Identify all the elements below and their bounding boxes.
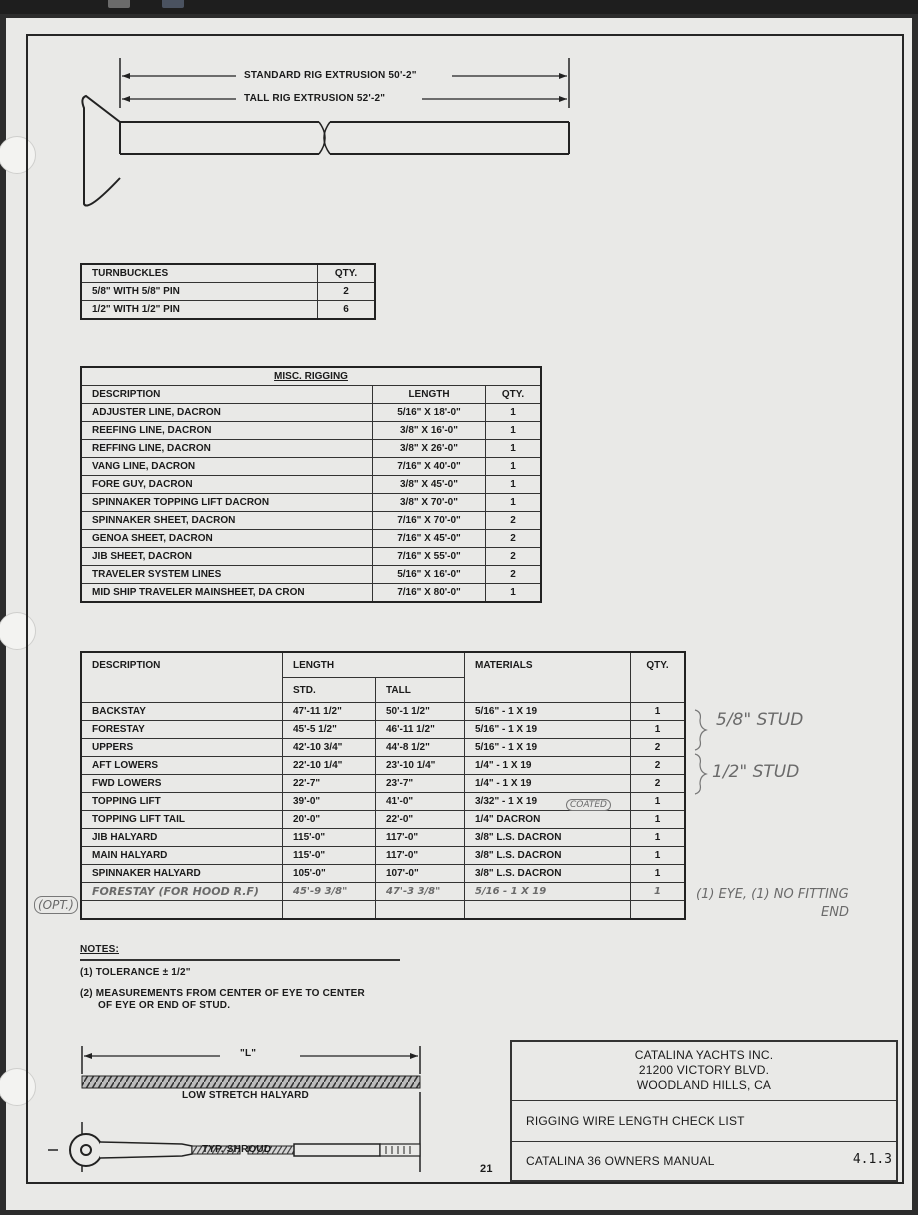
wire-std: 42'-10 3/4": [283, 739, 376, 757]
wire-mat: 1/4" DACRON: [465, 811, 631, 829]
title-block: [510, 1040, 898, 1182]
misc-qty: 2: [486, 512, 542, 530]
materials-header: MATERIALS: [465, 652, 631, 703]
section-number: 4.1.3: [852, 1152, 892, 1167]
wire-qty: 1: [631, 703, 686, 721]
std-header: STD.: [283, 678, 376, 703]
wire-qty: 2: [631, 757, 686, 775]
wire-desc: TOPPING LIFT: [81, 793, 283, 811]
toolbar-button[interactable]: [108, 0, 130, 8]
misc-qty: 2: [486, 548, 542, 566]
misc-length: 7/16" X 40'-0": [373, 458, 486, 476]
table-header-row: [81, 652, 685, 678]
misc-desc: TRAVELER SYSTEM LINES: [81, 566, 373, 584]
qty-header: QTY.: [318, 264, 376, 283]
note-1: (1) TOLERANCE ± 1/2": [80, 967, 191, 978]
table-row: [81, 422, 541, 440]
document-title: RIGGING WIRE LENGTH CHECK LIST: [526, 1114, 745, 1128]
misc-qty: 1: [486, 458, 542, 476]
turnbuckle-qty: 6: [318, 301, 376, 320]
wire-std: 39'-0": [283, 793, 376, 811]
misc-length: 7/16" X 70'-0": [373, 512, 486, 530]
wire-tall: 46'-11 1/2": [376, 721, 465, 739]
wire-qty: 2: [631, 739, 686, 757]
blank-row: [81, 901, 685, 920]
qty-header: QTY.: [486, 386, 542, 404]
wire-std: 20'-0": [283, 811, 376, 829]
turnbuckle-qty: 2: [318, 283, 376, 301]
misc-desc: REEFING LINE, DACRON: [81, 422, 373, 440]
wire-qty: 2: [631, 775, 686, 793]
misc-desc: REFFING LINE, DACRON: [81, 440, 373, 458]
toolbar-button[interactable]: [162, 0, 184, 8]
wire-mat: 3/8" L.S. DACRON: [465, 865, 631, 883]
optional-note: (OPT.): [34, 896, 78, 914]
wire-tall: 41'-0": [376, 793, 465, 811]
misc-desc: GENOA SHEET, DACRON: [81, 530, 373, 548]
notes-title: NOTES:: [80, 944, 119, 955]
wire-std: 105'-0": [283, 865, 376, 883]
wire-tall: 44'-8 1/2": [376, 739, 465, 757]
table-row: [81, 829, 685, 847]
page-number: 21: [480, 1163, 493, 1175]
handwritten-tall: 47'-3 3/8": [376, 883, 465, 901]
company-name: CATALINA YACHTS INC.: [634, 1048, 774, 1062]
wire-mat: 3/8" L.S. DACRON: [465, 847, 631, 865]
handwritten-material: 5/16 - 1 X 19: [465, 883, 631, 901]
misc-desc: JIB SHEET, DACRON: [81, 548, 373, 566]
wire-std: 22'-10 1/4": [283, 757, 376, 775]
title-block-doc: [512, 1101, 896, 1142]
wire-desc: FWD LOWERS: [81, 775, 283, 793]
misc-desc: MID SHIP TRAVELER MAINSHEET, DA CRON: [81, 584, 373, 603]
notes-rule: [80, 959, 400, 961]
misc-length: 7/16" X 80'-0": [373, 584, 486, 603]
wire-desc: MAIN HALYARD: [81, 847, 283, 865]
wire-std: 45'-5 1/2": [283, 721, 376, 739]
company-street: 21200 VICTORY BLVD.: [638, 1063, 770, 1077]
table-row: [81, 721, 685, 739]
wire-tall: 23'-10 1/4": [376, 757, 465, 775]
coated-note: COATED: [566, 799, 611, 811]
wire-tall: 107'-0": [376, 865, 465, 883]
table-row: [81, 283, 375, 301]
length-header: LENGTH: [373, 386, 486, 404]
title-block-company: [512, 1042, 896, 1101]
wire-desc: UPPERS: [81, 739, 283, 757]
handwritten-desc: FORESTAY (FOR HOOD R.F): [81, 883, 283, 901]
stud-58-note: 5/8" STUD: [716, 710, 804, 730]
wire-qty: 1: [631, 721, 686, 739]
misc-qty: 1: [486, 584, 542, 603]
misc-desc: VANG LINE, DACRON: [81, 458, 373, 476]
wire-tall: 23'-7": [376, 775, 465, 793]
standard-rig-label: STANDARD RIG EXTRUSION 50'-2": [244, 70, 417, 81]
misc-length: 5/16" X 18'-0": [373, 404, 486, 422]
table-row: [81, 847, 685, 865]
wire-desc: FORESTAY: [81, 721, 283, 739]
wire-tall: 50'-1 1/2": [376, 703, 465, 721]
wire-tall: 117'-0": [376, 829, 465, 847]
misc-length: 3/8" X 70'-0": [373, 494, 486, 512]
qty-header: QTY.: [631, 652, 686, 703]
title-block-manual: [512, 1142, 896, 1178]
typ-shroud-label: TYP. SHROUD: [202, 1144, 272, 1155]
table-row: [81, 440, 541, 458]
turnbuckle-desc: 1/2" WITH 1/2" PIN: [81, 301, 318, 320]
wire-std: 115'-0": [283, 847, 376, 865]
tall-rig-label: TALL RIG EXTRUSION 52'-2": [244, 93, 386, 104]
misc-rigging-table: [80, 366, 542, 603]
mast-extrusion-drawing: [76, 58, 596, 228]
wire-qty: 1: [631, 793, 686, 811]
misc-length: 3/8" X 26'-0": [373, 440, 486, 458]
table-row: [81, 458, 541, 476]
table-row: [81, 566, 541, 584]
wire-desc: SPINNAKER HALYARD: [81, 865, 283, 883]
misc-qty: 1: [486, 494, 542, 512]
misc-length: 3/8" X 16'-0": [373, 422, 486, 440]
rigging-wire-table: [80, 651, 686, 920]
table-row: [81, 865, 685, 883]
handwritten-row: [81, 883, 685, 901]
table-header-row: [81, 264, 375, 283]
document-page: [6, 18, 912, 1210]
turnbuckles-header: TURNBUCKLES: [81, 264, 318, 283]
wire-mat: 3/32" - 1 X 19: [465, 793, 631, 811]
wire-qty: 1: [631, 811, 686, 829]
viewer-toolbar: [0, 0, 918, 14]
misc-length: 5/16" X 16'-0": [373, 566, 486, 584]
table-header-row: [81, 386, 541, 404]
misc-desc: ADJUSTER LINE, DACRON: [81, 404, 373, 422]
low-stretch-halyard-label: LOW STRETCH HALYARD: [182, 1090, 309, 1101]
misc-desc: SPINNAKER SHEET, DACRON: [81, 512, 373, 530]
manual-title: CATALINA 36 OWNERS MANUAL: [526, 1154, 715, 1168]
misc-qty: 1: [486, 476, 542, 494]
company-city: WOODLAND HILLS, CA: [636, 1078, 772, 1092]
table-row: [81, 811, 685, 829]
misc-qty: 2: [486, 566, 542, 584]
wire-tall: 22'-0": [376, 811, 465, 829]
handwritten-qty: 1: [631, 883, 686, 901]
wire-std: 22'-7": [283, 775, 376, 793]
misc-qty: 1: [486, 404, 542, 422]
table-row: [81, 301, 375, 320]
table-row: [81, 530, 541, 548]
misc-desc: FORE GUY, DACRON: [81, 476, 373, 494]
wire-desc: TOPPING LIFT TAIL: [81, 811, 283, 829]
table-row: [81, 703, 685, 721]
wire-mat: 5/16" - 1 X 19: [465, 721, 631, 739]
wire-qty: 1: [631, 829, 686, 847]
table-row: [81, 775, 685, 793]
wire-std: 115'-0": [283, 829, 376, 847]
wire-tall: 117'-0": [376, 847, 465, 865]
handwritten-std: 45'-9 3/8": [283, 883, 376, 901]
bracket-marks: [692, 708, 712, 798]
wire-desc: AFT LOWERS: [81, 757, 283, 775]
table-row: [81, 476, 541, 494]
note-2-cont: OF EYE OR END OF STUD.: [98, 1000, 231, 1011]
wire-std: 47'-11 1/2": [283, 703, 376, 721]
wire-mat: 3/8" L.S. DACRON: [465, 829, 631, 847]
wire-desc: JIB HALYARD: [81, 829, 283, 847]
wire-mat: 5/16" - 1 X 19: [465, 739, 631, 757]
misc-qty: 1: [486, 422, 542, 440]
table-row: [81, 584, 541, 603]
wire-desc: BACKSTAY: [81, 703, 283, 721]
stud-12-note: 1/2" STUD: [712, 762, 800, 782]
table-row: [81, 512, 541, 530]
turnbuckles-table: [80, 263, 376, 320]
table-row: [81, 404, 541, 422]
misc-length: 7/16" X 45'-0": [373, 530, 486, 548]
wire-mat: 1/4" - 1 X 19: [465, 757, 631, 775]
fitting-note-end: END: [821, 905, 849, 920]
l-dimension-label: "L": [240, 1048, 257, 1059]
table-title-row: [81, 367, 541, 386]
misc-desc: SPINNAKER TOPPING LIFT DACRON: [81, 494, 373, 512]
misc-qty: 2: [486, 530, 542, 548]
wire-qty: 1: [631, 865, 686, 883]
table-row: [81, 757, 685, 775]
table-row: [81, 739, 685, 757]
table-row: [81, 494, 541, 512]
desc-header: DESCRIPTION: [81, 652, 283, 703]
misc-rigging-title: MISC. RIGGING: [81, 367, 541, 386]
turnbuckle-desc: 5/8" WITH 5/8" PIN: [81, 283, 318, 301]
misc-length: 7/16" X 55'-0": [373, 548, 486, 566]
wire-mat: 1/4" - 1 X 19: [465, 775, 631, 793]
fitting-note: (1) EYE, (1) NO FITTING: [696, 887, 849, 902]
misc-length: 3/8" X 45'-0": [373, 476, 486, 494]
misc-qty: 1: [486, 440, 542, 458]
note-2: (2) MEASUREMENTS FROM CENTER OF EYE TO CENTER: [80, 988, 365, 999]
length-header: LENGTH: [283, 652, 465, 678]
desc-header: DESCRIPTION: [81, 386, 373, 404]
table-row: [81, 548, 541, 566]
wire-qty: 1: [631, 847, 686, 865]
wire-mat: 5/16" - 1 X 19: [465, 703, 631, 721]
tall-header: TALL: [376, 678, 465, 703]
